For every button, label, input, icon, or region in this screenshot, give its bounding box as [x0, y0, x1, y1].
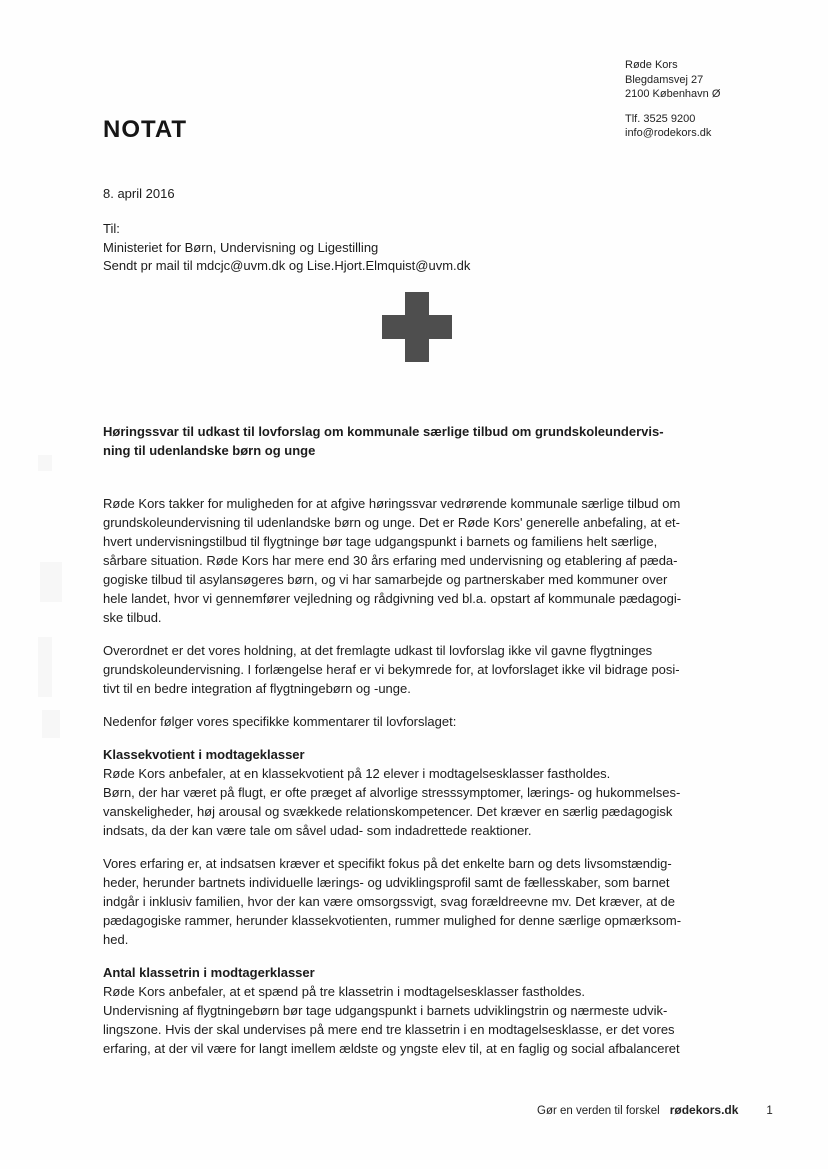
text-line: Røde Kors takker for muligheden for at afgive høringssvar vedrørende kommunale særlige tilbud om: [103, 496, 681, 511]
text-line: Undervisning af flygtningebørn bør tage udgangspunkt i barnets udviklingstrin og nærmeste udvik-: [103, 1003, 668, 1018]
text-line: erfaring, at der vil være for langt imellem ældste og yngste elev til, at en faglig og social afbalanceret: [103, 1041, 680, 1056]
text-line: hvert undervisningstilbud til flygtninge bør tage udgangspunkt i barnets og familiens helt særlige,: [103, 534, 658, 549]
recipient-label: Til:: [103, 221, 120, 236]
section-heading: Klassekvotient i modtageklasser: [103, 747, 305, 762]
sender-email: info@rodekors.dk: [625, 127, 712, 139]
scan-artifact: [42, 710, 60, 738]
text-line: Overordnet er det vores holdning, at det fremlagte udkast til lovforslag ikke vil gavne flygtninges: [103, 643, 653, 658]
text-line: Vores erfaring er, at indsatsen kræver et specifikt fokus på det enkelte barn og dets livsomstændig-: [103, 856, 672, 871]
text-line: hele landet, hvor vi gennemfører vejledning og rådgivning ved bl.a. opstart af kommunale pædagogi-: [103, 591, 682, 606]
subject-line: Høringssvar til udkast til lovforslag om kommunale særlige tilbud om grundskoleundervis-: [103, 424, 664, 439]
text-line: hed.: [103, 932, 129, 947]
scan-artifact: [38, 455, 52, 471]
red-cross-logo-icon: [382, 292, 452, 362]
document-body: [103, 422, 755, 1072]
section-klassekvotient: [103, 745, 755, 840]
page-footer: [537, 1103, 773, 1117]
sender-street: Blegdamsvej 27: [625, 73, 704, 86]
scan-artifact: [38, 637, 52, 697]
recipient-sent-via: Sendt pr mail til mdcjc@uvm.dk og Lise.Hjort.Elmquist@uvm.dk: [103, 258, 471, 273]
text-line: Røde Kors anbefaler, at en klassekvotient på 12 elever i modtagelsesklasser fastholdes.: [103, 766, 611, 781]
section-antal-klassetrin: [103, 963, 755, 1058]
text-line: indsats, da der kan være tale om såvel udad- som indadrettede reaktioner.: [103, 823, 532, 838]
recipient-name: Ministeriet for Børn, Undervisning og Ligestilling: [103, 239, 379, 255]
sender-city: 2100 København Ø: [625, 88, 721, 100]
address-spacer: [625, 102, 720, 112]
text-line: sårbare situation. Røde Kors har mere end 30 års erfaring med undervisning og etablering af pæda-: [103, 553, 678, 568]
overordnet-paragraph: [103, 641, 755, 698]
text-line: vanskeligheder, høj arousal og svækkede relationskompetencer. Det kræver en særlig pædagogisk: [103, 804, 673, 819]
intro-paragraph: [103, 494, 755, 627]
text-line: gogiske tilbud til asylansøgeres børn, og vi har samarbejde og partnerskaber med kommuner over: [103, 572, 668, 587]
text-line: heder, herunder bartnets individuelle lærings- og udviklingsprofil samt de fællesskaber, som barnet: [103, 875, 670, 890]
text-line: ske tilbud.: [103, 610, 162, 625]
recipient-block: [103, 220, 470, 276]
doc-type-title: NOTAT: [103, 116, 188, 143]
cross-horizontal-bar: [382, 315, 452, 339]
sender-name: Røde Kors: [625, 59, 678, 71]
page-number: 1: [766, 1105, 773, 1117]
erfaring-paragraph: [103, 854, 755, 949]
text-line: tivt til en bedre integration af flygtningebørn og -unge.: [103, 681, 411, 696]
text-line: lingszone. Hvis der skal undervises på mere end tre klassetrin i en modtagelsesklasse, er det vores: [103, 1022, 675, 1037]
section-heading: Antal klassetrin i modtagerklasser: [103, 965, 315, 980]
text-line: Røde Kors anbefaler, at et spænd på tre klassetrin i modtagelsesklasser fastholdes.: [103, 984, 585, 999]
text-line: indgår i inklusiv familien, hvor der kan være omsorgssvigt, svag forældreevne mv. Det kræver, at de: [103, 894, 675, 909]
text-line: Børn, der har været på flugt, er ofte præget af alvorlige stresssymptomer, lærings- og hukommelses-: [103, 785, 681, 800]
nedenfor-line: Nedenfor følger vores specifikke kommentarer til lovforslaget:: [103, 714, 457, 729]
document-date: 8. april 2016: [103, 186, 175, 201]
subject-heading: [103, 422, 755, 460]
text-line: grundskoleundervisning. I forlængelse heraf er vi bekymrede for, at lovforslaget ikke vil bidrage posi-: [103, 662, 680, 677]
footer-tagline: Gør en verden til forskel: [537, 1105, 660, 1117]
footer-website: rødekors.dk: [669, 1103, 739, 1117]
sender-address-block: [625, 58, 720, 141]
sender-phone: Tlf. 3525 9200: [625, 112, 696, 125]
scan-artifact: [40, 562, 62, 602]
subject-line: ning til udenlandske børn og unge: [103, 443, 316, 458]
text-line: grundskoleundervisning til udenlandske børn og unge. Det er Røde Kors' generelle anbefaling, at et-: [103, 515, 681, 530]
text-line: pædagogiske rammer, herunder klassekvotienten, rummer mulighed for denne særlige opmærksom-: [103, 913, 682, 928]
